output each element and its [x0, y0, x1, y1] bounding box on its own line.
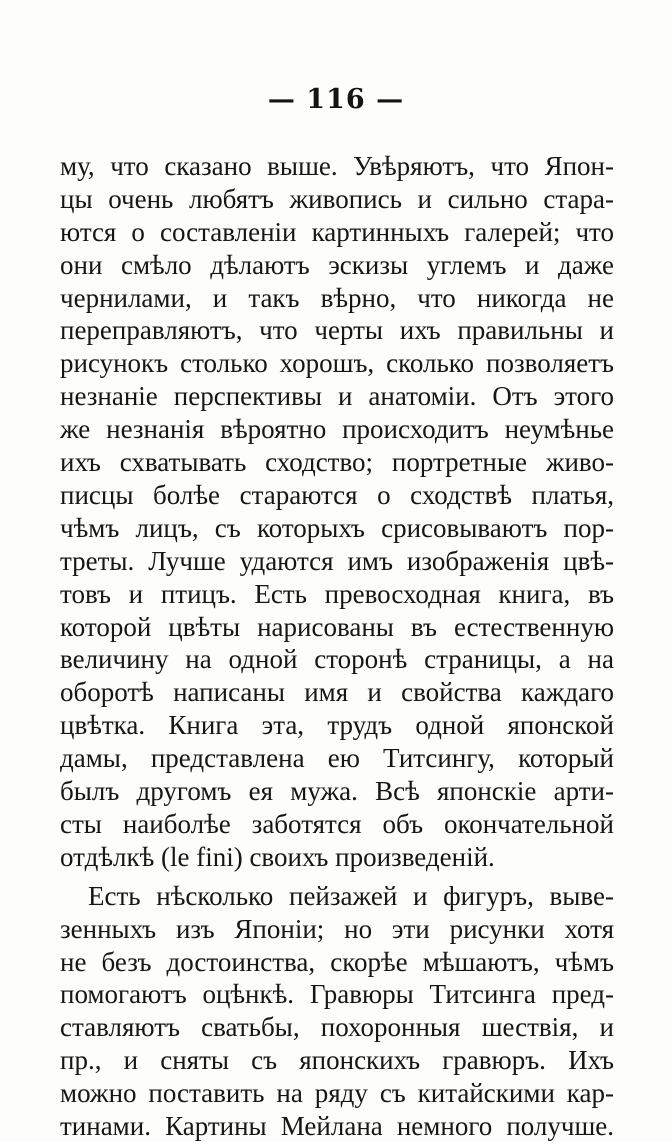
- text-line: ставляютъ сватьбы, похоронныя шествія, и: [60, 1012, 614, 1042]
- text-line: писцы болѣе стараются о сходствѣ платья,: [60, 480, 614, 510]
- text-line: тинами. Картины Мейлана немного получше.: [60, 1111, 614, 1141]
- text-line: цвѣтка. Книга эта, трудъ одной японской: [60, 710, 614, 740]
- text-line: ются о составленіи картинныхъ галерей; что: [60, 217, 614, 247]
- text-line: былъ другомъ ея мужа. Всѣ японскіе арти-: [60, 776, 614, 806]
- text-line: которой цвѣты нарисованы въ естественную: [60, 612, 614, 642]
- text-line: они смѣло дѣлаютъ эскизы углемъ и даже: [60, 250, 614, 280]
- text-line: ихъ схватывать сходство; портретные живо-: [60, 447, 614, 477]
- text-line: незнаніе перспективы и анатоміи. Отъ этого: [60, 381, 614, 411]
- text-line: не безъ достоинства, скорѣе мѣшаютъ, чѣмъ: [60, 947, 614, 977]
- text-line: треты. Лучше удаются имъ изображенія цвѣ-: [60, 546, 614, 576]
- text-line: оборотѣ написаны имя и свойства каждаго: [60, 677, 614, 707]
- text-line: помогаютъ оцѣнкѣ. Гравюры Титсинга пред-: [60, 979, 614, 1009]
- text-line: дамы, представлена ею Титсингу, который: [60, 743, 614, 773]
- page-number: — 116 —: [267, 84, 405, 115]
- text-line: величину на одной сторонѣ страницы, а на: [60, 644, 614, 674]
- text-line: му, что сказано выше. Увѣряютъ, что Япон-: [60, 151, 614, 181]
- paragraph-end-line: отдѣлкѣ (le fini) своихъ произведеній.: [60, 842, 495, 872]
- text-line: цы очень любятъ живопись и сильно стара-: [60, 184, 614, 214]
- text-line: зенныхъ изъ Японіи; но эти рисунки хотя: [60, 914, 614, 944]
- paragraph-start-line: Есть нѣсколько пейзажей и фигуръ, выве-: [88, 881, 614, 911]
- text-line: товъ и птицъ. Есть превосходная книга, въ: [60, 579, 614, 609]
- text-line: чѣмъ лицъ, съ которыхъ срисовываютъ пор-: [60, 513, 614, 543]
- text-line: пр., и сняты съ японскихъ гравюръ. Ихъ: [60, 1045, 614, 1075]
- text-line: можно поставить на ряду съ китайскими кар-: [60, 1078, 614, 1108]
- text-line: переправляютъ, что черты ихъ правильны и: [60, 315, 614, 345]
- text-line: сты наиболѣе заботятся объ окончательной: [60, 809, 614, 839]
- text-line: же незнанія вѣроятно происходитъ неумѣнье: [60, 414, 614, 444]
- text-line: рисунокъ столько хорошъ, сколько позволяетъ: [60, 348, 614, 378]
- text-line: чернилами, и такъ вѣрно, что никогда не: [60, 283, 614, 313]
